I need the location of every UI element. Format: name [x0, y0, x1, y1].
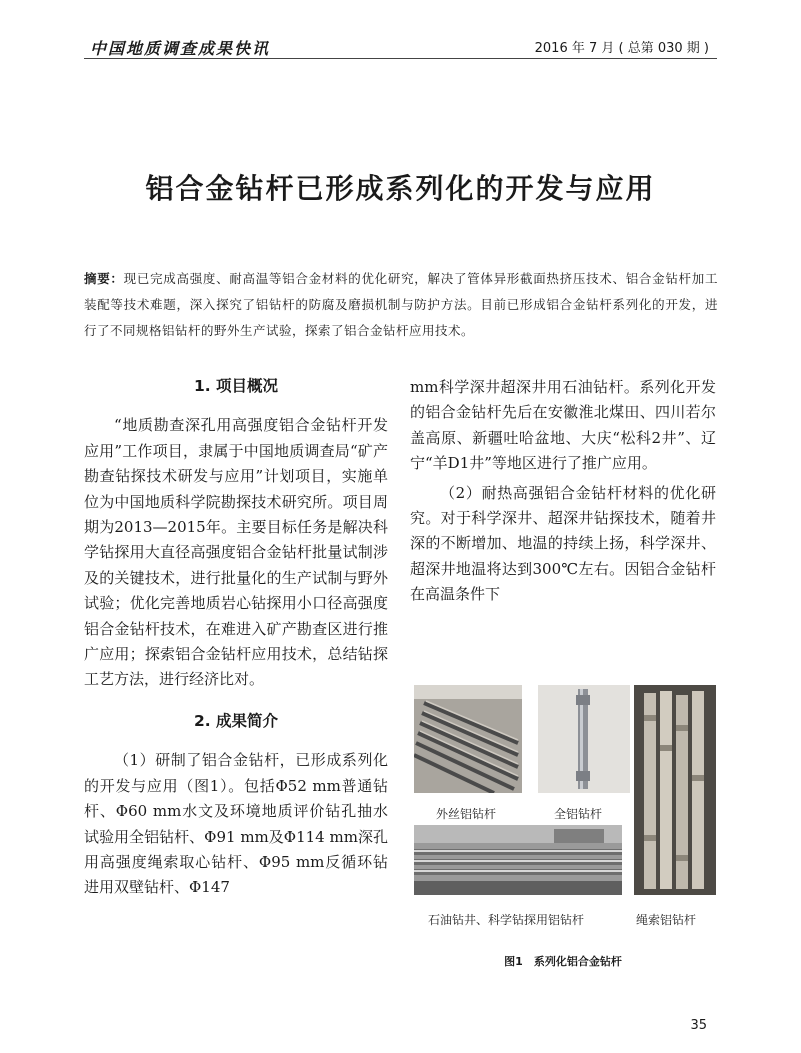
- abstract-label: 摘要：: [84, 271, 124, 286]
- header-rule: [84, 58, 717, 59]
- external-thread-rods-photo: [414, 685, 522, 793]
- abstract: [84, 266, 718, 344]
- caption-all-aluminum: 全铝钻杆: [554, 807, 603, 821]
- caption-wireline: 绳索铝钻杆: [636, 913, 697, 927]
- article-title: 铝合金钻杆已形成系列化的开发与应用: [145, 172, 656, 205]
- figure-1: [414, 685, 716, 925]
- oil-drilling-rods-photo: [414, 825, 622, 895]
- left-column: [84, 374, 388, 901]
- all-aluminum-rod-photo: [538, 685, 630, 793]
- figure-1-title: 图1 系列化铝合金钻杆: [504, 955, 622, 968]
- section-2-paragraph-1: （1）研制了铝合金钻杆，已形成系列化的开发与应用（图1）。包括Φ52 mm普通钻杆、Φ60 mm水文及环境地质评价钻孔抽水试验用全铝钻杆、Φ91 mm及Φ114 mm深孔用高强度绳索取心钻杆、Φ95 mm反循环钻进用双壁钻杆、Φ147: [84, 751, 388, 897]
- section-2-heading: 2. 成果简介: [193, 711, 279, 730]
- journal-title: 中国地质调查成果快讯: [90, 39, 271, 58]
- section-1-heading: 1. 项目概况: [193, 377, 279, 395]
- section-2-paragraph-2: （2）耐热高强铝合金钻杆材料的优化研究。对于科学深井、超深井钻探技术，随着井深的不断增加、地温的持续上扬，科学深井、超深井地温将达到300℃左右。因铝合金钻杆在高温条件下: [410, 483, 716, 604]
- section-1-paragraph: “地质勘查深孔用高强度铝合金钻杆开发应用”工作项目，隶属于中国地质调查局“矿产勘查钻探技术研发与应用”计划项目，实施单位为中国地质科学院勘探技术研究所。项目周期为2013—2015年。主要目标任务是解决科学钻探用大直径高强度铝合金钻杆批量试制涉及的关键技术，进行批量化的生产试制与野外试验；优化完善地质岩心钻探用小口径高强度铝合金钻杆技术，在难进入矿产勘查区进行推广应用；探索铝合金钻杆应用技术，总结钻探工艺方法，进行经济比对。: [84, 416, 388, 689]
- caption-external-thread: 外丝铝钻杆: [436, 807, 497, 821]
- wireline-rods-photo: [634, 685, 716, 895]
- caption-oil-drilling: 石油钻井、科学钻探用铝钻杆: [428, 913, 585, 927]
- page-number: 35: [690, 1018, 707, 1033]
- right-column: [410, 375, 716, 608]
- abstract-text: 现已完成高强度、耐高温等铝合金材料的优化研究，解决了管体异形截面热挤压技术、铝合金钻杆加工装配等技术难题，深入探究了铝钻杆的防腐及磨损机制与防护方法。目前已形成铝合金钻杆系列化的开发，进行了不同规格铝钻杆的野外生产试验，探索了铝合金钻杆应用技术。: [84, 271, 718, 338]
- section-2-paragraph-1-continued: mm科学深井超深井用石油钻杆。系列化开发的铝合金钻杆先后在安徽淮北煤田、四川若尔盖高原、新疆吐哈盆地、大庆“松科2井”、辽宁“羊D1井”等地区进行了推广应用。: [410, 378, 716, 473]
- issue-info: 2016 年 7 月 ( 总第 030 期 ): [534, 41, 709, 56]
